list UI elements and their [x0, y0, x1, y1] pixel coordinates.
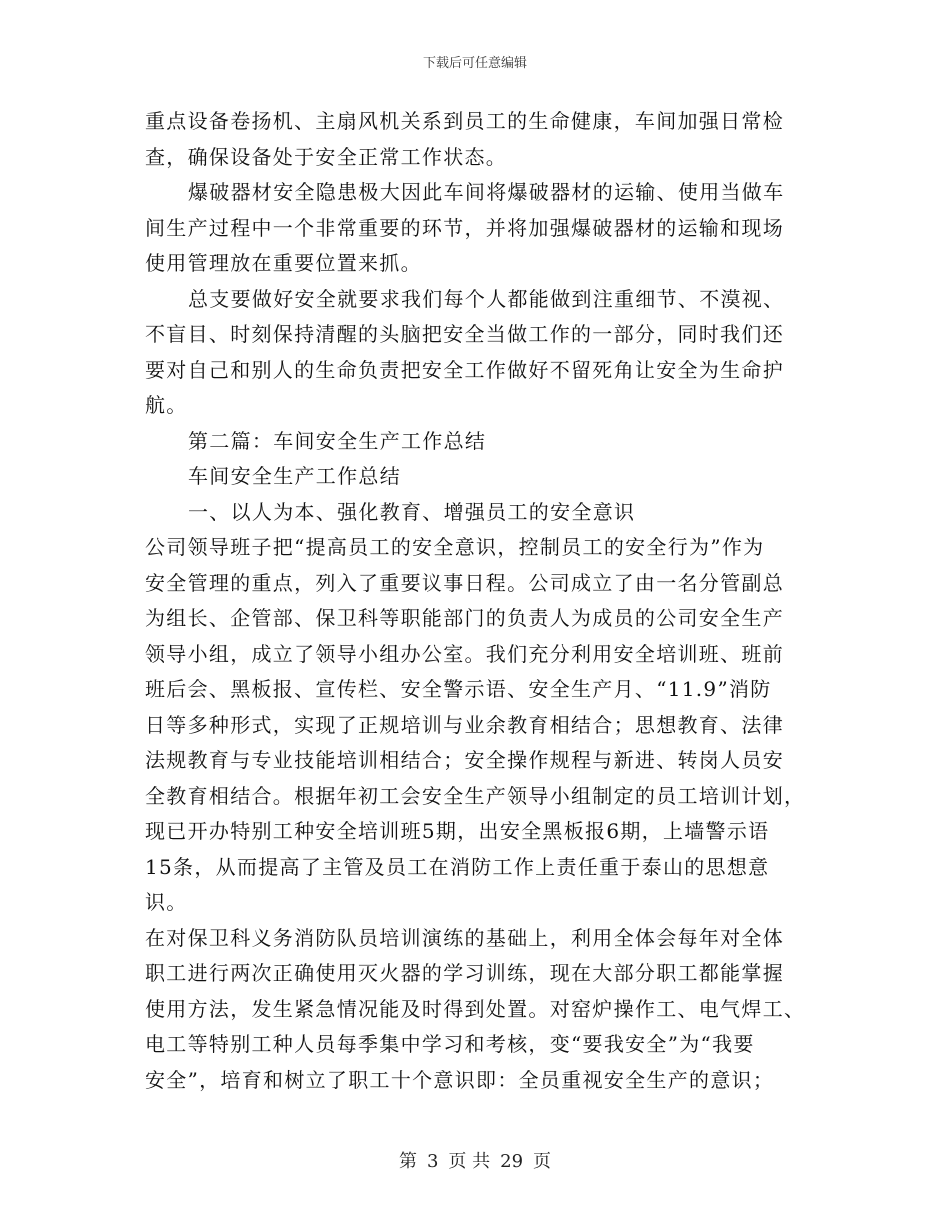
text-line: 现已开办特别工种安全培训班5期，出安全黑板报6期，上墙警示语	[145, 819, 770, 843]
page-number: 3	[426, 1151, 439, 1172]
text-line: 电工等特别工种人员每季集中学习和考核，变“要我安全”为“我要	[145, 1032, 755, 1056]
text-line: 要对自己和别人的生命负责把安全工作做好不留死角让安全为生命护	[145, 357, 784, 382]
text-line: 爆破器材安全隐患极大因此车间将爆破器材的运输、使用当做车	[188, 180, 785, 204]
text-line: 不盲目、时刻保持清醒的头脑把安全当做工作的一部分，同时我们还	[145, 322, 784, 346]
text-line: 航。	[145, 393, 188, 417]
text-line: 安全”，培育和树立了职工十个意识即：全员重视安全生产的意识；	[145, 1067, 775, 1092]
text-line: 使用管理放在重要位置来抓。	[145, 251, 422, 275]
text-line: 公司领导班子把“提高员工的安全意识，控制员工的安全行为”作为	[145, 535, 765, 559]
text-line: 第二篇：车间安全生产工作总结	[188, 428, 487, 453]
footer-middle: 页 共	[448, 1151, 491, 1172]
text-line: 查，确保设备处于安全正常工作状态。	[145, 144, 508, 169]
text-line: 车间安全生产工作总结	[188, 464, 401, 488]
text-line: 重点设备卷扬机、主扇风机关系到员工的生命健康，车间加强日常检	[145, 109, 784, 133]
text-line: 日等多种形式，实现了正规培训与业余教育相结合；思想教育、法律	[145, 712, 784, 737]
text-line: 领导小组，成立了领导小组办公室。我们充分利用安全培训班、班前	[145, 641, 784, 666]
document-body	[145, 104, 810, 1098]
page-header: 下载后可任意编辑	[422, 56, 527, 71]
page-footer	[0, 1147, 950, 1173]
text-line: 班后会、黑板报、宣传栏、安全警示语、安全生产月、“11.9”消防	[145, 677, 772, 701]
text-line: 在对保卫科义务消防队员培训演练的基础上，利用全体会每年对全体	[145, 925, 784, 950]
text-line: 一、以人为本、强化教育、增强员工的安全意识	[188, 499, 636, 524]
text-line: 安全管理的重点，列入了重要议事日程。公司成立了由一名分管副总	[145, 570, 784, 595]
text-line: 间生产过程中一个非常重要的环节，并将加强爆破器材的运输和现场	[145, 215, 784, 240]
text-line: 职工进行两次正确使用灭火器的学习训练，现在大部分职工都能掌握	[145, 961, 784, 985]
text-line: 法规教育与专业技能培训相结合；安全操作规程与新进、转岗人员安	[145, 748, 784, 772]
footer-suffix: 页	[533, 1151, 552, 1172]
text-line: 全教育相结合。根据年初工会安全生产领导小组制定的员工培训计划，	[145, 783, 806, 808]
footer-prefix: 第	[398, 1151, 417, 1172]
text-line: 15条，从而提高了主管及员工在消防工作上责任重于泰山的思想意识。	[145, 854, 770, 914]
total-pages: 29	[500, 1151, 524, 1172]
text-line: 总支要做好安全就要求我们每个人都能做到注重细节、不漠视、	[188, 286, 785, 311]
text-line: 为组长、企管部、保卫科等职能部门的负责人为成员的公司安全生产	[145, 606, 784, 630]
text-line: 使用方法，发生紧急情况能及时得到处置。对窑炉操作工、电气焊工、	[145, 996, 806, 1021]
